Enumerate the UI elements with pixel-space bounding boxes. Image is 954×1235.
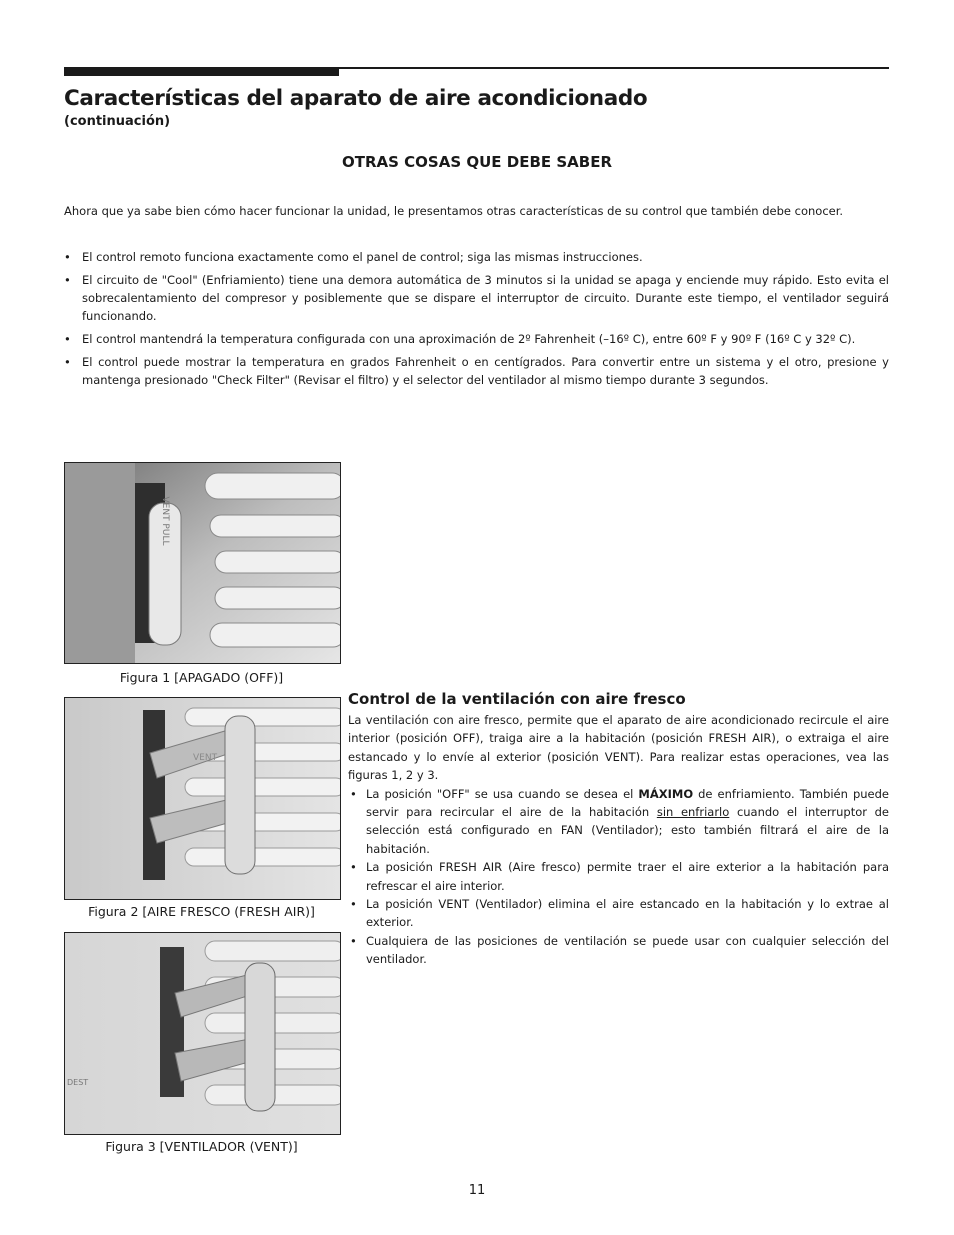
- figure-1-caption: Figura 1 [APAGADO (OFF)]: [119, 670, 284, 685]
- section-intro: Ahora que ya sabe bien cómo hacer funcionar la unidad, le presentamos otras características de su control que también debe conocer.: [64, 204, 844, 218]
- vent-section-body: [348, 711, 889, 969]
- emphasis-text: MÁXIMO: [638, 786, 694, 801]
- figure-1-tab-label: VENT PULL: [160, 496, 170, 546]
- header-rule-accent: [64, 67, 339, 76]
- vent-section-heading: Control de la ventilación con aire fresco: [348, 690, 686, 708]
- section-heading: OTRAS COSAS QUE DEBE SABER: [341, 153, 612, 171]
- vent-intro: La ventilación con aire fresco, permite que el aparato de aire acondicionado recircule el aire interior (posición OFF), traiga aire a la habitación (posición FRESH AIR), o extraiga el aire estancado y lo envíe al exterior (posición VENT). Para realizar estas operaciones, vea las figuras 1, 2 y 3.: [348, 713, 889, 783]
- bullet-marker: •: [64, 355, 71, 369]
- bullet-marker: •: [64, 250, 71, 264]
- bullet-marker: •: [64, 273, 71, 287]
- list-item: • El control mantendrá la temperatura configurada con una aproximación de 2º Fahrenheit (–16º C), entre 60º F y 90º F (16º C y 32º C).: [64, 332, 856, 346]
- figure-2-tab-label: VENT: [193, 753, 218, 763]
- features-list: [64, 248, 889, 394]
- list-item: • Cualquiera de las posiciones de ventilación se puede usar con cualquier selección del ventilador.: [350, 933, 889, 967]
- list-item: • La posición VENT (Ventilador) elimina el aire estancado en la habitación y lo extrae al exterior.: [350, 897, 889, 930]
- bullet-marker: •: [350, 860, 357, 875]
- underlined-text: sin enfriarlo: [656, 805, 730, 820]
- figure-1-photo: [64, 462, 341, 664]
- list-item: • El control remoto funciona exactamente como el panel de control; siga las mismas instrucciones.: [64, 250, 643, 264]
- figure-3-tab-label: DEST: [67, 1078, 89, 1087]
- figure-3-photo: [64, 932, 341, 1135]
- page-number: 11: [468, 1183, 486, 1198]
- bullet-marker: •: [350, 933, 357, 948]
- bullet-marker: •: [64, 332, 71, 346]
- vent-list: [348, 785, 889, 969]
- figure-2-caption: Figura 2 [AIRE FRESCO (FRESH AIR)]: [88, 904, 315, 919]
- bullet-marker: •: [350, 897, 357, 912]
- list-item: • La posición FRESH AIR (Aire fresco) permite traer el aire exterior a la habitación para refrescar el aire interior.: [350, 860, 889, 893]
- page-subtitle: (continuación): [64, 114, 171, 129]
- figure-2-photo: [64, 697, 341, 900]
- list-item: • El circuito de "Cool" (Enfriamiento) tiene una demora automática de 3 minutos si la unidad se apaga y enciende muy rápido. Esto evita el sobrecalentamiento del compresor y posiblemente que se dispare el interruptor de circuito. Durante este tiempo, el ventilador seguirá funcionando.: [64, 273, 889, 323]
- page-title: Características del aparato de aire acondicionado: [64, 86, 648, 111]
- list-item: • La posición "OFF" se usa cuando se desea el MÁXIMO de enfriamiento. También puede servir para recircular el aire de la habitación sin enfriarlo cuando el interruptor de selección está configurado en FAN (Ventilador); esto también filtrará el aire de la habitación.: [350, 786, 889, 856]
- bullet-marker: •: [350, 786, 357, 801]
- list-item: • El control puede mostrar la temperatura en grados Fahrenheit o en centígrados. Para convertir entre un sistema y el otro, presione y mantenga presionado "Check Filter" (Revisar el filtro) y el selector del ventilador al mismo tiempo durante 3 segundos.: [64, 355, 889, 387]
- figure-3-caption: Figura 3 [VENTILADOR (VENT)]: [105, 1139, 298, 1154]
